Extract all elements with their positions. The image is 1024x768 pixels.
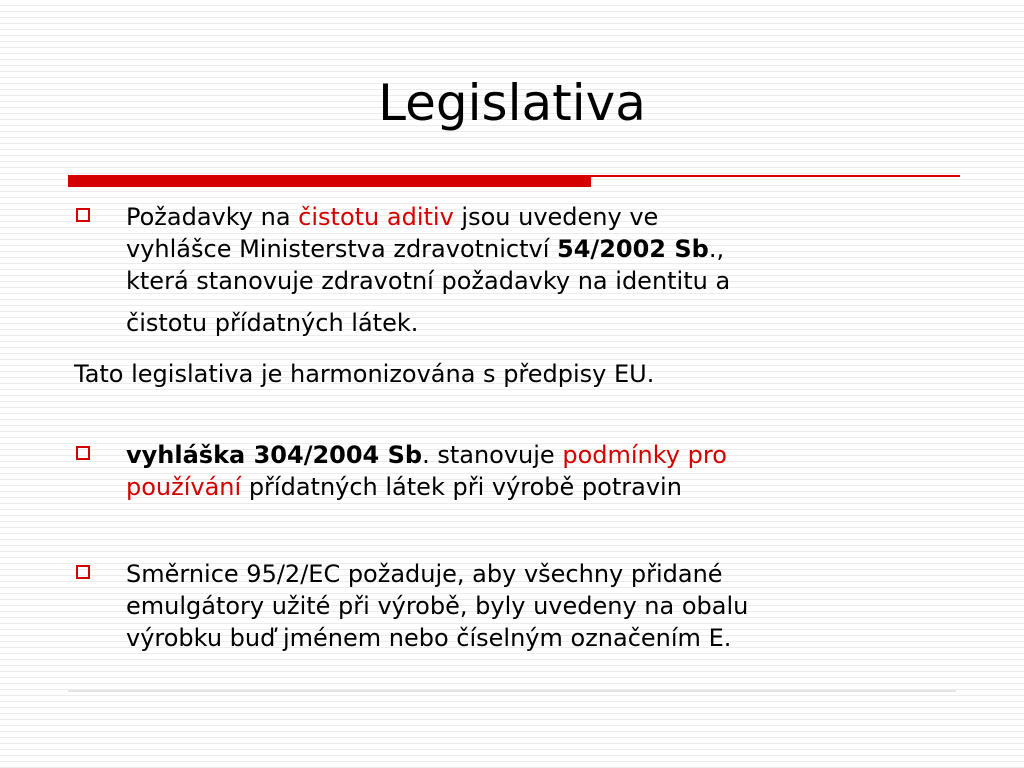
highlight-text: používání [126,473,242,501]
bullet-1-line-2: vyhlášce Ministerstva zdravotnictví 54/2002 Sb., [126,235,725,263]
highlight-text: čistotu aditiv [298,203,454,231]
square-bullet-icon [76,565,90,579]
bullet-1-line-1: Požadavky na čistotu aditiv jsou uvedeny ve [126,203,659,231]
bullet-3-line-2: emulgátory užité při výrobě, byly uvedeny na obalu [126,592,749,620]
bullet-3-line-1: Směrnice 95/2/EC požaduje, aby všechny přidané [126,560,723,588]
bullet-3-line-3: výrobku buď jménem nebo číselným označením E. [126,624,732,652]
bullet-item-3 [126,557,946,655]
regulation-number: vyhláška 304/2004 Sb [126,441,423,469]
bullet-1-line-4: čistotu přídatných látek. [126,309,419,337]
bullet-item-2 [126,438,946,504]
bullet-2-line-2: používání přídatných látek při výrobě potravin [126,473,682,501]
regulation-number: 54/2002 Sb [557,235,709,263]
bullet-2-line-1: vyhláška 304/2004 Sb. stanovuje podmínky pro [126,441,727,469]
square-bullet-icon [76,208,90,222]
square-bullet-icon [76,446,90,460]
slide-title: Legislativa [378,74,646,132]
highlight-text: podmínky pro [562,441,727,469]
title-underline-thick [68,175,591,187]
bullet-1-line-3: která stanovuje zdravotní požadavky na identitu a [126,267,731,295]
bullet-item-1 [126,200,946,340]
paragraph-harmonization: Tato legislativa je harmonizována s předpisy EU. [74,360,655,388]
title-underline-thin [591,175,960,177]
footer-divider [68,690,956,692]
